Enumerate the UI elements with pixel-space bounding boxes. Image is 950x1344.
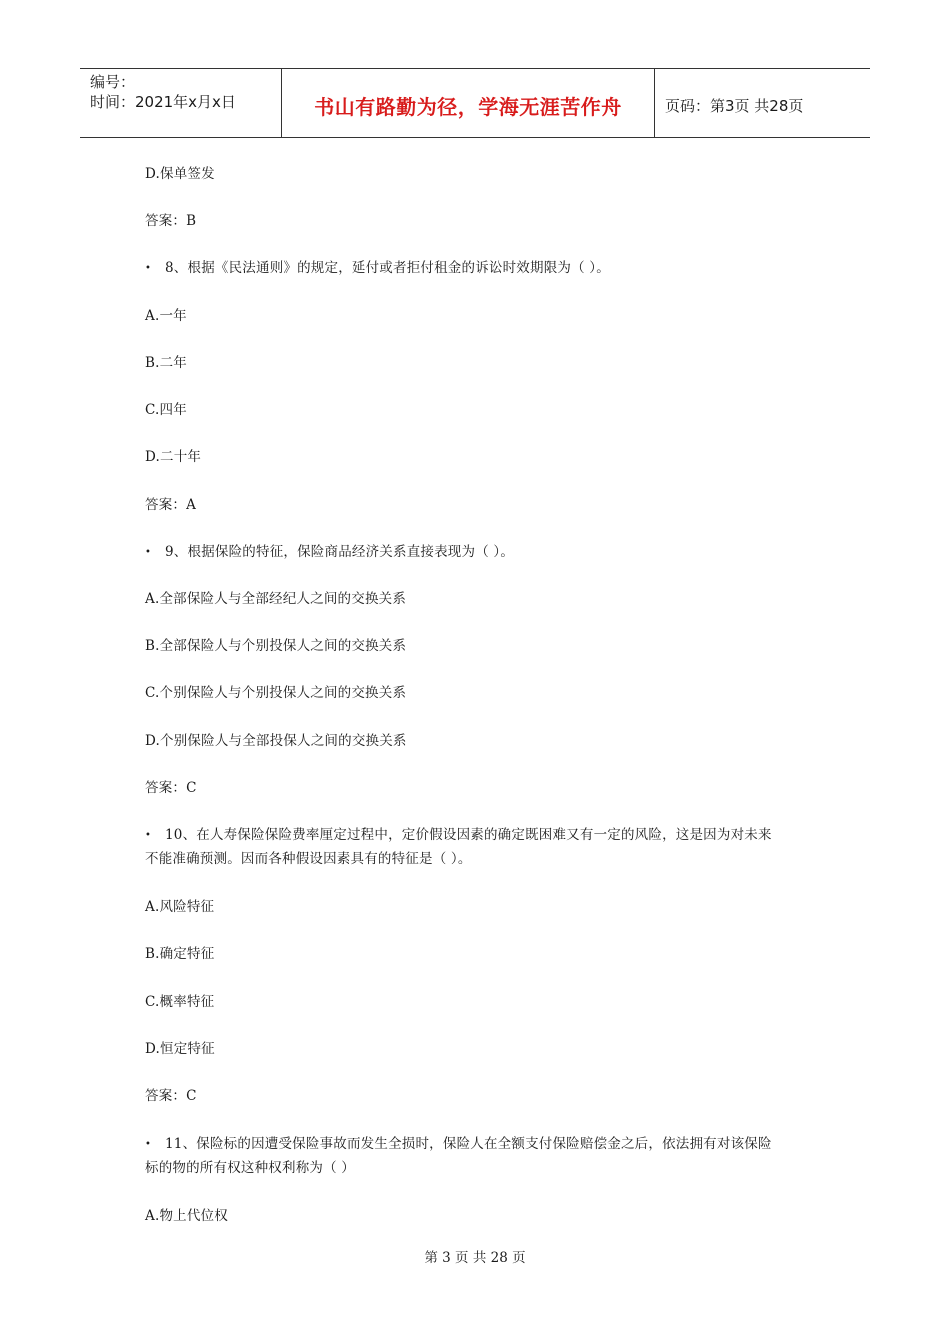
- question-text-line2: 标的物的所有权这种权利称为（ ）: [145, 1160, 355, 1176]
- page-footer: 第 3 页 共 28 页: [424, 1250, 526, 1266]
- option-b: B.二年: [145, 355, 188, 371]
- document-date-label: 时间：2021年x月x日: [90, 93, 236, 111]
- header-page-label: 页码：第3页 共28页: [665, 96, 804, 115]
- question-text: 8、根据《民法通则》的规定，延付或者拒付租金的诉讼时效期限为（ ）。: [165, 260, 610, 276]
- question-9: [145, 540, 514, 560]
- option-c: C.个别保险人与个别投保人之间的交换关系: [145, 685, 407, 701]
- answer: 答案：B: [145, 213, 197, 229]
- option-d: D.二十年: [145, 449, 202, 465]
- question-8: [145, 256, 610, 276]
- option-a: A.物上代位权: [145, 1208, 228, 1224]
- header-motto: 书山有路勤为径，学海无涯苦作舟: [282, 69, 655, 137]
- option-b: B.全部保险人与个别投保人之间的交换关系: [145, 638, 407, 654]
- document-number-label: 编号：: [90, 73, 136, 91]
- option-d: D.恒定特征: [145, 1041, 215, 1057]
- option-d: D.保单签发: [145, 166, 215, 182]
- option-a: A.风险特征: [145, 899, 215, 915]
- question-10: [145, 823, 772, 843]
- question-text-line1: 11、保险标的因遭受保险事故而发生全损时，保险人在全额支付保险赔偿金之后，依法拥有对该保险: [165, 1136, 772, 1152]
- question-text: 9、根据保险的特征，保险商品经济关系直接表现为（ ）。: [165, 544, 515, 560]
- option-a: A.一年: [145, 308, 187, 324]
- bullet-icon: •: [145, 830, 152, 841]
- bullet-icon: •: [145, 547, 152, 558]
- option-c: C.四年: [145, 402, 187, 418]
- answer: 答案：C: [145, 1088, 197, 1104]
- question-text-line1: 10、在人寿保险保险费率厘定过程中，定价假设因素的确定既困难又有一定的风险，这是因为对未来: [165, 827, 772, 843]
- option-c: C.概率特征: [145, 994, 215, 1010]
- option-b: B.确定特征: [145, 946, 215, 962]
- answer: 答案：A: [145, 497, 197, 513]
- bullet-icon: •: [145, 1139, 152, 1150]
- answer: 答案：C: [145, 780, 197, 796]
- page-header: [80, 68, 870, 138]
- question-text-line2: 不能准确预测。因而各种假设因素具有的特征是（ ）。: [145, 851, 472, 867]
- header-meta: [80, 69, 282, 137]
- bullet-icon: •: [145, 263, 152, 274]
- question-11: [145, 1132, 772, 1152]
- option-d: D.个别保险人与全部投保人之间的交换关系: [145, 733, 407, 749]
- option-a: A.全部保险人与全部经纪人之间的交换关系: [145, 591, 407, 607]
